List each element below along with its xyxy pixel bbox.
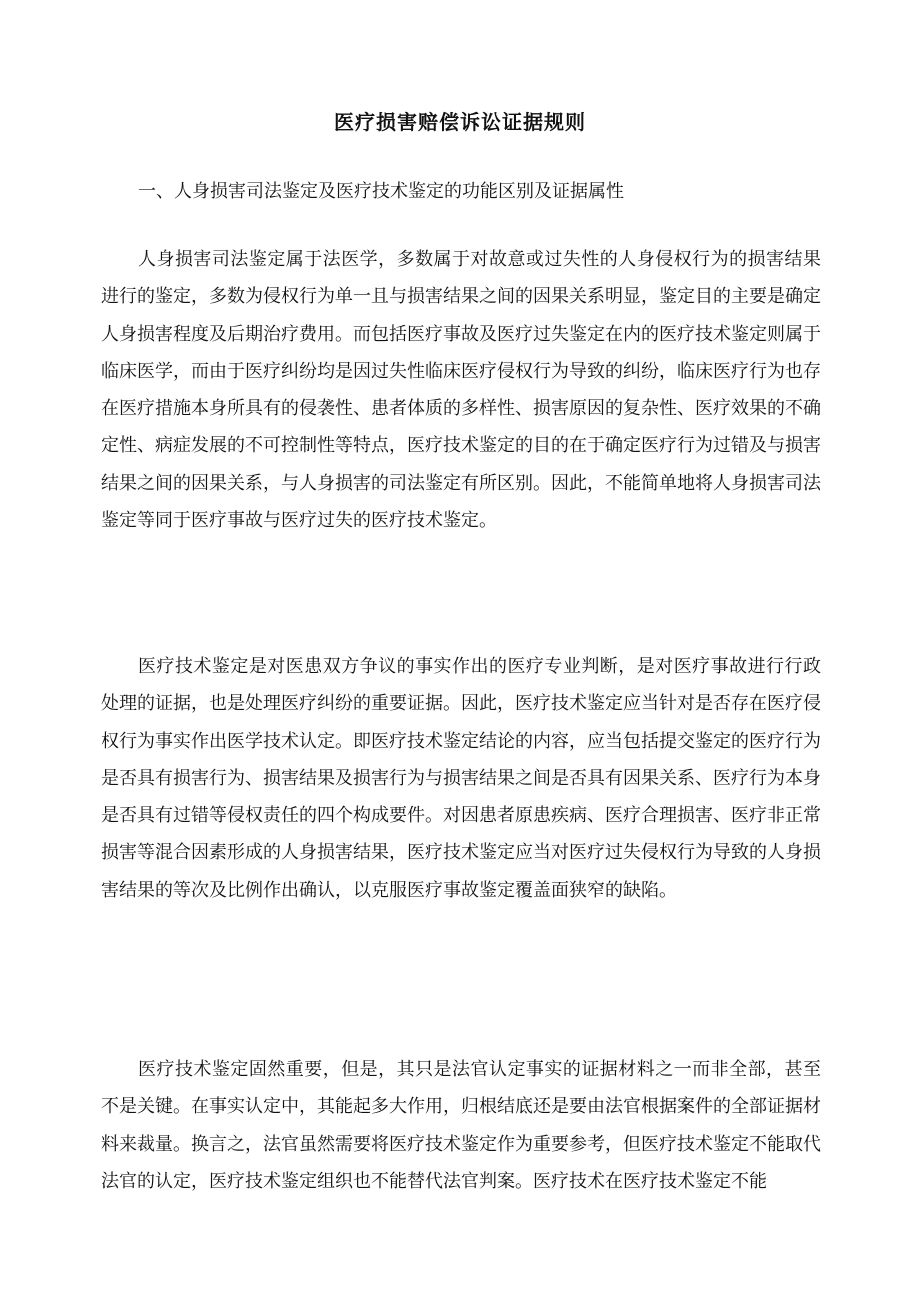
document-title: 医疗损害赔偿诉讼证据规则 <box>334 110 586 134</box>
paragraph-3: 医疗技术鉴定固然重要，但是，其只是法官认定事实的证据材料之一而非全部，甚至不是关键。在事实认定中，其能起多大作用，归根结底还是要由法官根据案件的全部证据材料来裁量。换言之，法官虽然需要将医疗技术鉴定作为重要参考，但医疗技术鉴定不能取代法官的认定，医疗技术鉴定组织也不能替代法官判案。医疗技术在医疗技术鉴定不能 <box>101 1059 821 1192</box>
section-heading: 一、人身损害司法鉴定及医疗技术鉴定的功能区别及证据属性 <box>138 181 624 202</box>
paragraph-1: 人身损害司法鉴定属于法医学，多数属于对故意或过失性的人身侵权行为的损害结果进行的鉴定，多数为侵权行为单一且与损害结果之间的因果关系明显，鉴定目的主要是确定人身损害程度及后期治疗费用。而包括医疗事故及医疗过失鉴定在内的医疗技术鉴定则属于临床医学，而由于医疗纠纷均是因过失性临床医疗侵权行为导致的纠纷，临床医疗行为也存在医疗措施本身所具有的侵袭性、患者体质的多样性、损害原因的复杂性、医疗效果的不确定性、病症发展的不可控制性等特点，医疗技术鉴定的目的在于确定医疗行为过错及与损害结果之间的因果关系，与人身损害的司法鉴定有所区别。因此，不能简单地将人身损害司法鉴定等同于医疗事故与医疗过失的医疗技术鉴定。 <box>101 249 821 532</box>
paragraph-2: 医疗技术鉴定是对医患双方争议的事实作出的医疗专业判断，是对医疗事故进行行政处理的证据，也是处理医疗纠纷的重要证据。因此，医疗技术鉴定应当针对是否存在医疗侵权行为事实作出医学技术认定。即医疗技术鉴定结论的内容，应当包括提交鉴定的医疗行为是否具有损害行为、损害结果及损害行为与损害结果之间是否具有因果关系、医疗行为本身是否具有过错等侵权责任的四个构成要件。对因患者原患疾病、医疗合理损害、医疗非正常损害等混合因素形成的人身损害结果，医疗技术鉴定应当对医疗过失侵权行为导致的人身损害结果的等次及比例作出确认，以克服医疗事故鉴定覆盖面狭窄的缺陷。 <box>101 656 821 901</box>
